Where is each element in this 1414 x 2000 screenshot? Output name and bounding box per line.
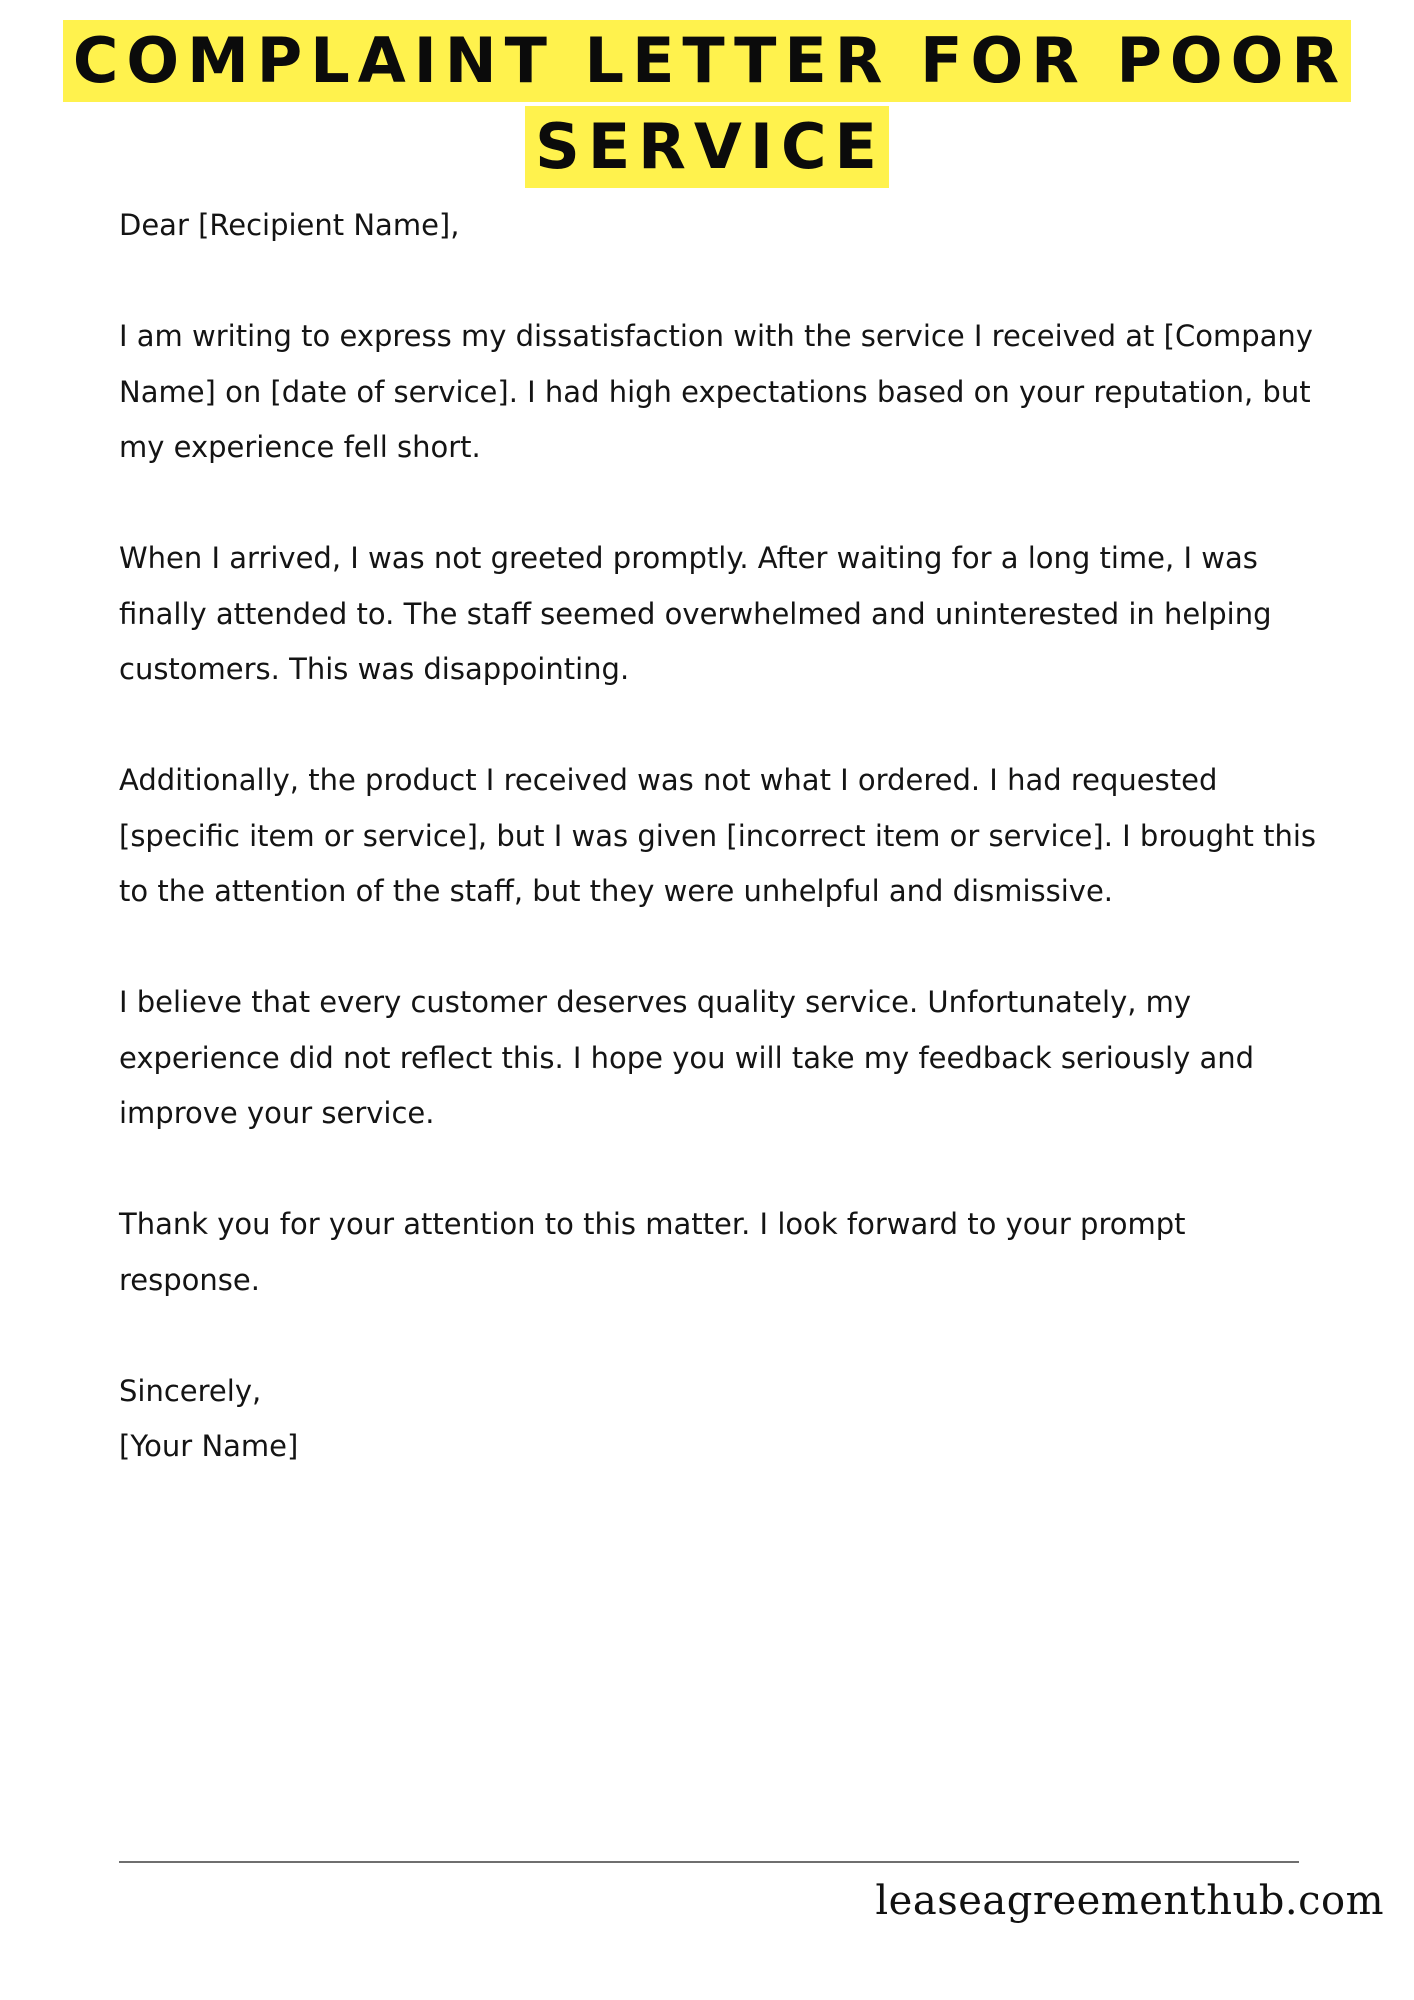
- salutation: Dear [Recipient Name],: [119, 208, 460, 242]
- paragraph-3: Additionally, the product I received was not what I ordered. I had requested [specific item or service], but I was given [incorrect item or service]. I brought this to the attention of the staff, but they were unhelpful and dismissive.: [119, 763, 1317, 908]
- footer-divider: [119, 1861, 1299, 1863]
- paragraph-5: Thank you for your attention to this matter. I look forward to your prompt response.: [119, 1207, 1186, 1297]
- paragraph-1: I am writing to express my dissatisfaction with the service I received at [Company Name] on [date of service]. I had high expectations based on your reputation, but my experience fell short.: [119, 319, 1313, 464]
- closing: Sincerely,: [119, 1373, 262, 1408]
- paragraph-4: I believe that every customer deserves quality service. Unfortunately, my experience did not reflect this. I hope you will take my feedback seriously and improve your service.: [119, 985, 1255, 1130]
- letter-title: [0, 20, 1414, 188]
- title-line-1: COMPLAINT LETTER FOR POOR: [63, 20, 1351, 102]
- letter-body: [119, 198, 1319, 1475]
- title-line-2: SERVICE: [525, 106, 889, 188]
- paragraph-2: When I arrived, I was not greeted promptly. After waiting for a long time, I was finally attended to. The staff seemed overwhelmed and uninterested in helping customers. This was disappointing.: [119, 541, 1272, 686]
- footer-site-name: leaseagreementhub.com: [875, 1878, 1384, 1924]
- signature-name: [Your Name]: [119, 1429, 299, 1463]
- sign-off: [119, 1364, 1319, 1475]
